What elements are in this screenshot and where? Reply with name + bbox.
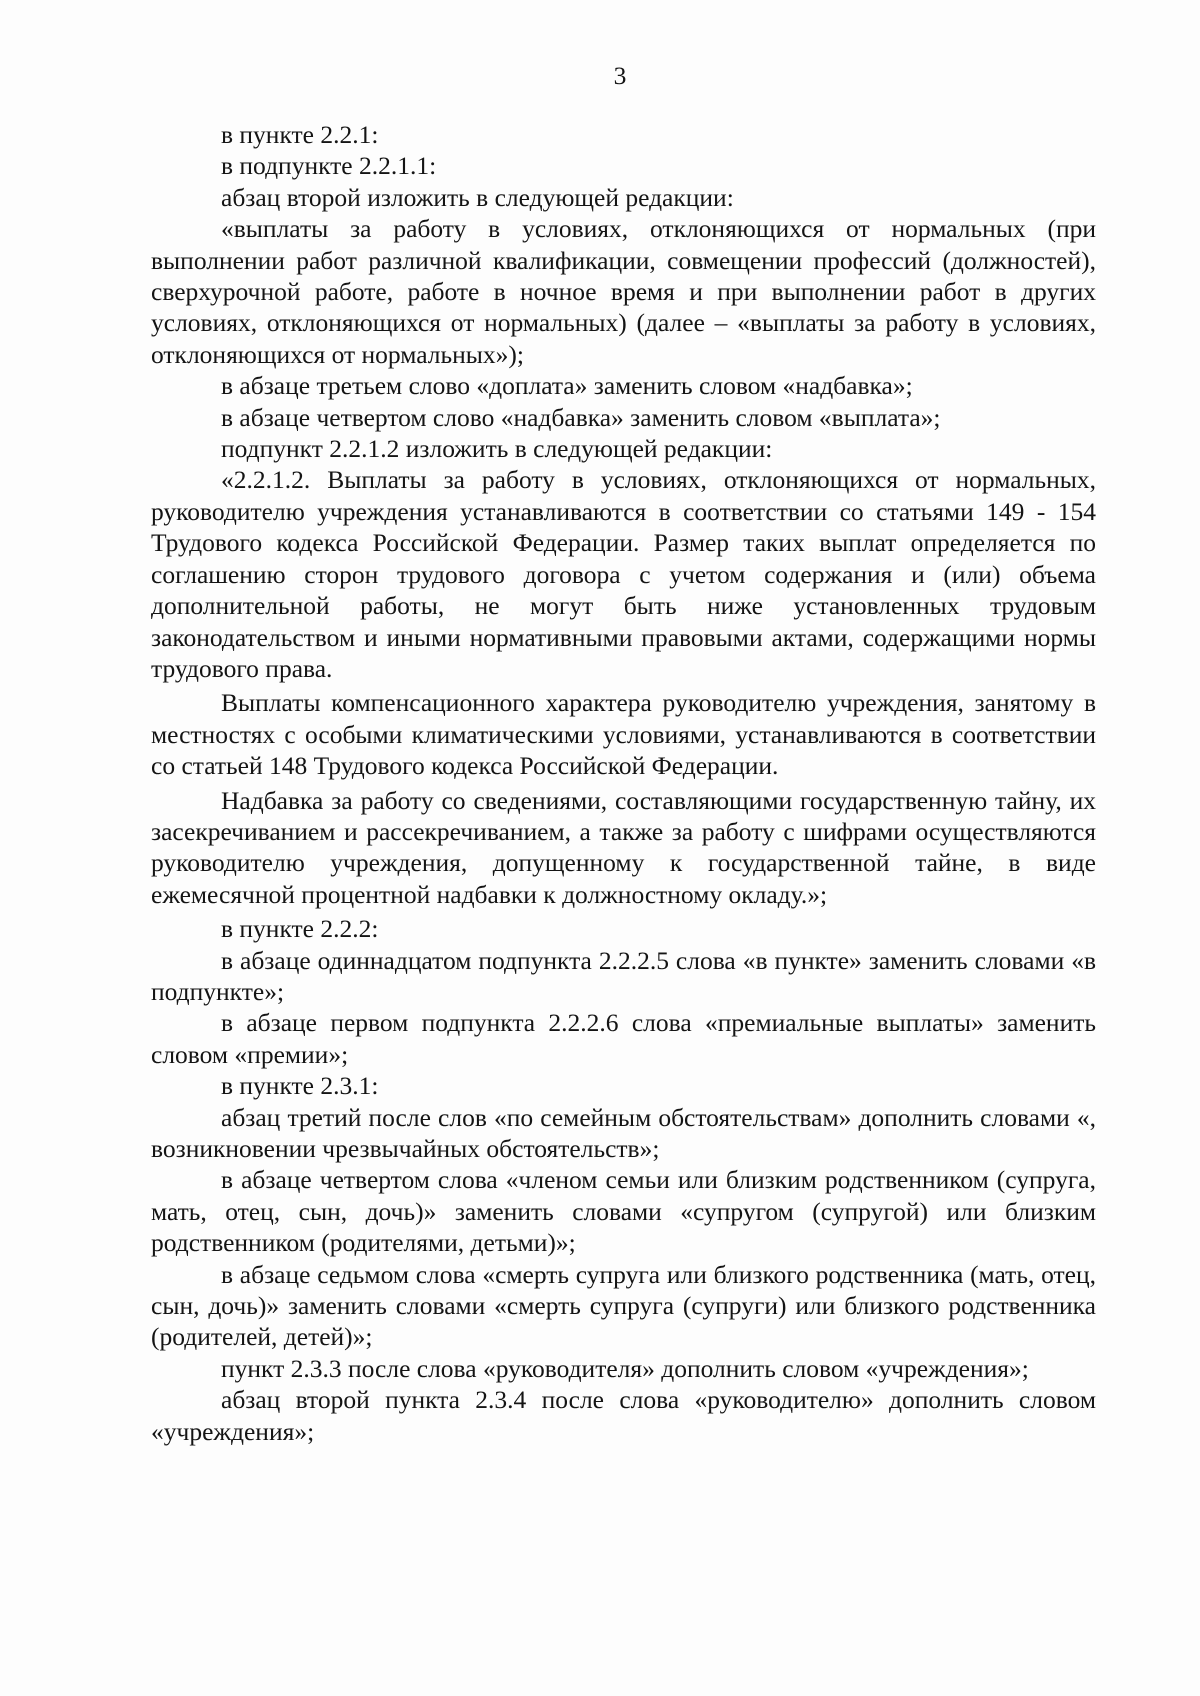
paragraph: в абзаце одиннадцатом подпункта 2.2.2.5 слова «в пункте» заменить словами «в подпункте»; [151,945,1096,1006]
paragraph: «2.2.1.2. Выплаты за работу в условиях, отклоняющихся от нормальных, руководителю учреждения устанавливаются в соответствии со статьями 149 - 154 Трудового кодекса Российской Федерации. Размер таких выплат определяется по соглашению сторон трудового договора с учетом содержания и (или) объема дополнительной работы, не могут быть ниже установленных трудовым законодательством и иными нормативными правовыми актами, содержащими нормы трудового права. [151,465,1096,683]
paragraph: в абзаце первом подпункта 2.2.2.6 слова «премиальные выплаты» заменить словом «премии»; [151,1008,1096,1069]
paragraph: в абзаце третьем слово «доплата» заменить словом «надбавка»; [221,371,913,401]
paragraph: Надбавка за работу со сведениями, составляющими государственную тайну, их засекречиванием и рассекречиванием, а также за работу с шифрами осуществляются руководителю учреждения, допущенному к государственной тайне, в виде ежемесячной процентной надбавки к должностному окладу.»; [151,785,1096,909]
paragraph: «выплаты за работу в условиях, отклоняющихся от нормальных (при выполнении работ различной квалификации, совмещении профессий (должностей), сверхурочной работе, работе в ночное время и при выполнении работ в других условиях, отклоняющихся от нормальных) (далее – «выплаты за работу в условиях, отклоняющихся от нормальных»); [151,214,1096,369]
paragraph: в пункте 2.2.2: [221,914,379,944]
paragraph: абзац второй пункта 2.3.4 после слова «руководителю» дополнить словом «учреждения»; [151,1385,1096,1446]
document-body [151,119,1096,1447]
paragraph: Выплаты компенсационного характера руководителю учреждения, занятому в местностях с особыми климатическими условиями, устанавливаются в соответствии со статьей 148 Трудового кодекса Российской Федерации. [151,688,1096,781]
paragraph: в подпункте 2.2.1.1: [221,151,437,181]
paragraph: подпункт 2.2.1.2 изложить в следующей редакции: [221,434,773,464]
page-number: 3 [613,61,627,90]
paragraph: абзац третий после слов «по семейным обстоятельствам» дополнить словами «, возникновении чрезвычайных обстоятельств»; [151,1102,1096,1163]
paragraph: пункт 2.3.3 после слова «руководителя» дополнить словом «учреждения»; [221,1353,1029,1383]
paragraph: в абзаце четвертом слово «надбавка» заменить словом «выплата»; [221,402,941,432]
paragraph: в абзаце седьмом слова «смерть супруга или близкого родственника (мать, отец, сын, дочь)» заменить словами «смерть супруга (супруги) или близкого родственника (родителей, детей)»; [151,1259,1096,1352]
paragraph: абзац второй изложить в следующей редакции: [221,182,734,212]
paragraph: в пункте 2.3.1: [221,1071,379,1101]
paragraph: в пункте 2.2.1: [221,120,379,149]
paragraph: в абзаце четвертом слова «членом семьи или близким родственником (супруга, мать, отец, сын, дочь)» заменить словами «супругом (супругой) или близким родственником (родителями, детьми)»; [151,1165,1096,1258]
